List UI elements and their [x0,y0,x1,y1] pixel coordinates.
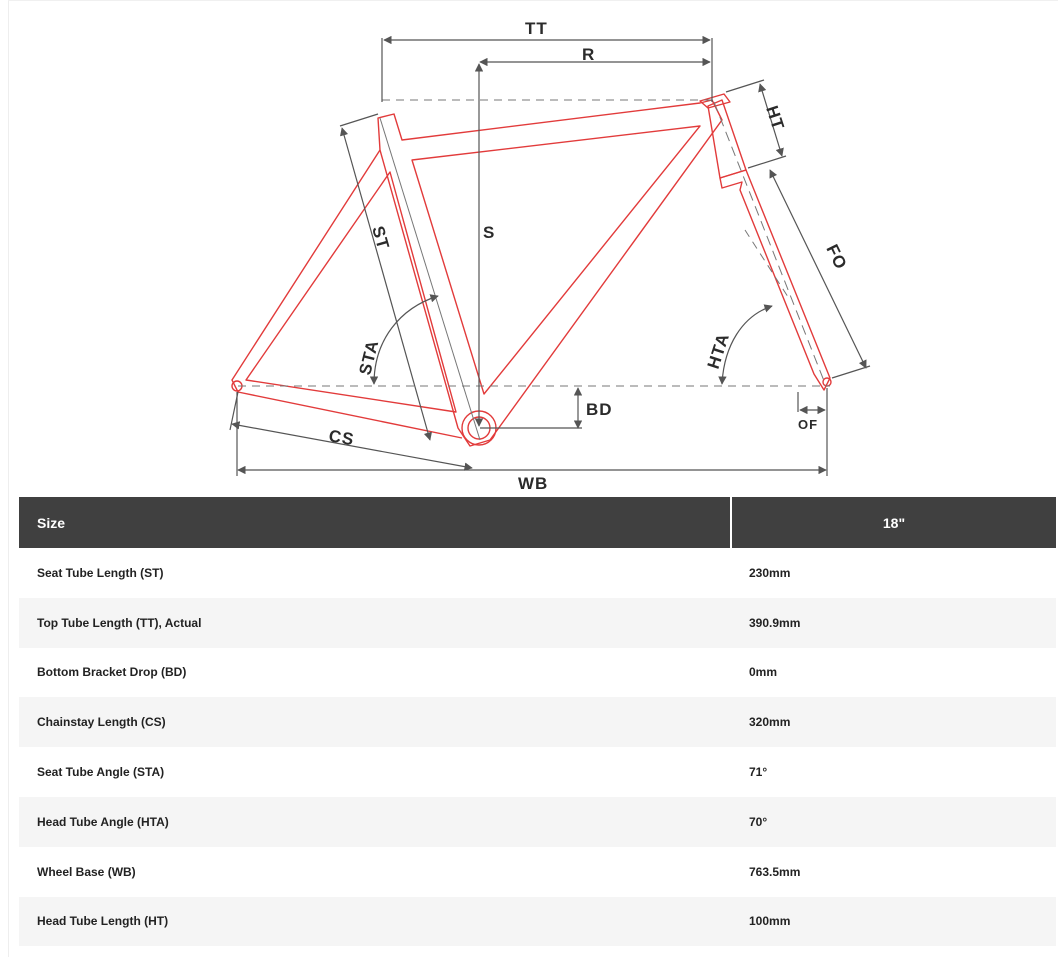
row-label: Wheel Base (WB) [37,864,136,879]
label-cs: CS [327,426,356,450]
table-row [19,648,1056,698]
row-value: 71° [749,765,768,780]
row-label: Bottom Bracket Drop (BD) [37,665,187,680]
header-size-value: 18" [732,497,1056,548]
label-st: ST [368,223,393,252]
label-fo: FO [822,241,851,273]
construction-lines [238,100,830,440]
label-sta: STA [355,337,383,377]
label-hta: HTA [703,330,734,372]
row-value: 100mm [749,914,791,929]
table-row [19,897,1056,947]
row-value: 320mm [749,715,791,730]
table-row [19,598,1056,648]
table-row [19,548,1056,598]
label-r: R [582,45,596,64]
row-label: Chainstay Length (CS) [37,715,166,730]
row-value: 230mm [749,565,791,580]
table-row [19,797,1056,847]
table-row [19,697,1056,747]
header-size-label: Size [19,497,730,548]
row-label: Seat Tube Length (ST) [37,565,164,580]
row-label: Head Tube Length (HT) [37,914,169,929]
label-bd: BD [586,400,613,419]
row-label: Head Tube Angle (HTA) [37,814,169,829]
row-value: 0mm [749,665,778,680]
table-row [19,747,1056,797]
label-wb: WB [518,474,549,493]
bike-frame-outline [232,94,831,446]
label-of: OF [798,417,819,432]
row-label: Top Tube Length (TT), Actual [37,615,202,630]
label-ht: HT [762,103,788,133]
table-header [19,497,1056,548]
row-value: 763.5mm [749,864,801,879]
label-s: S [483,223,496,242]
row-value: 390.9mm [749,615,801,630]
label-tt: TT [525,19,548,38]
row-label: Seat Tube Angle (STA) [37,765,165,780]
geometry-table [19,497,1056,946]
table-row [19,847,1056,897]
row-value: 70° [749,814,768,829]
